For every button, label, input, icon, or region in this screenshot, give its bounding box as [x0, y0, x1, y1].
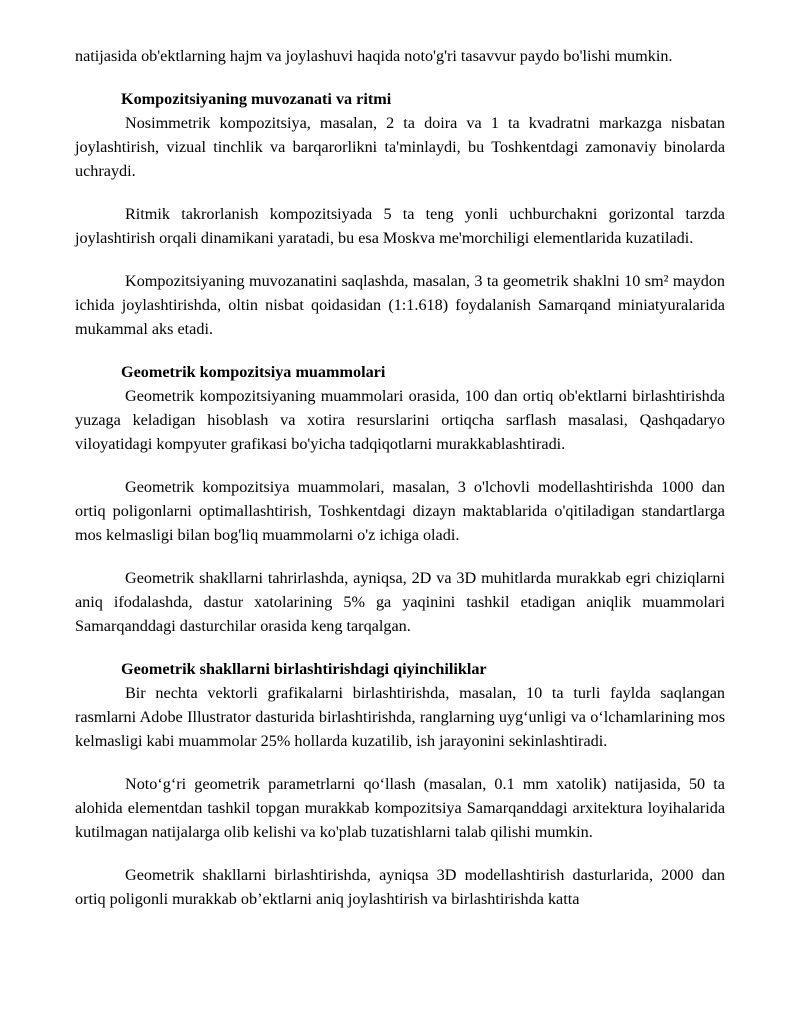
intro-paragraph: natijasida ob'ektlarning hajm va joylashuvi haqida noto'g'ri tasavvur paydo bo'lishi mumkin.	[75, 47, 673, 65]
paragraph-asymmetric-composition: Nosimmetrik kompozitsiya, masalan, 2 ta doira va 1 ta kvadratni markazga nisbatan joylashtirish, vizual tinchlik va barqarorlikni ta'minlaydi, bu Toshkentdagi zamonaviy binolarda uchraydi.	[75, 114, 725, 180]
paragraph-polygon-optimization: Geometrik kompozitsiya muammolari, masalan, 3 o'lchovli modellashtirishda 1000 dan ortiq poligonlarni optimallashtirish, Toshkentdagi dizayn maktablarida o'qitiladigan standartlarga mos kelmasligi bilan bog'liq muammolarni o'z ichiga oladi.	[75, 478, 725, 544]
paragraph-composition-balance: Kompozitsiyaning muvozanatini saqlashda, masalan, 3 ta geometrik shaklni 10 sm² maydon ichida joylashtirishda, oltin nisbat qoidasidan (1:1.618) foydalanish Samarqand miniatyuralarida mukammal aks etadi.	[75, 272, 725, 338]
document-page	[75, 44, 725, 911]
section-heading-geometric-problems: Geometrik kompozitsiya muammolari	[121, 363, 386, 381]
paragraph-curve-precision: Geometrik shakllarni tahrirlashda, ayniqsa, 2D va 3D muhitlarda murakkab egri chiziqlarni aniq ifodalashda, dastur xatolarining 5% ga yaqinini tashkil etadigan aniqlik muammolari Samarqanddagi dasturchilar orasida keng tarqalgan.	[75, 569, 725, 635]
section-heading-merging-difficulties: Geometrik shakllarni birlashtirishdagi qiyinchiliklar	[121, 660, 487, 678]
paragraph-parameter-errors: Noto‘g‘ri geometrik parametrlarni qo‘llash (masalan, 0.1 mm xatolik) natijasida, 50 ta alohida elementdan tashkil topgan murakkab kompozitsiya Samarqanddagi arxitektura loyihalarida kutilmagan natijalarga olib kelishi va ko'plab tuzatishlarni talab qilishi mumkin.	[75, 775, 725, 841]
section-heading-balance-rhythm: Kompozitsiyaning muvozanati va ritmi	[121, 90, 392, 108]
paragraph-vector-merging: Bir nechta vektorli grafikalarni birlashtirishda, masalan, 10 ta turli faylda saqlangan rasmlarni Adobe Illustrator dasturida birlashtirishda, ranglarning uyg‘unligi va o‘lchamlarining mos kelmasligi kabi muammolar 25% hollarda kuzatilib, ish jarayonini sekinlashtiradi.	[75, 684, 725, 750]
paragraph-rhythmic-repetition: Ritmik takrorlanish kompozitsiyada 5 ta teng yonli uchburchakni gorizontal tarzda joylashtirish orqali dinamikani yaratadi, bu esa Moskva me'morchiligi elementlarida kuzatiladi.	[75, 205, 725, 247]
paragraph-computation-resources: Geometrik kompozitsiyaning muammolari orasida, 100 dan ortiq ob'ektlarni birlashtirishda yuzaga keladigan hisoblash va xotira resurslarini ortiqcha sarflash masalasi, Qashqadaryo viloyatidagi kompyuter grafikasi bo'yicha tadqiqotlarni murakkablashtiradi.	[75, 387, 725, 453]
paragraph-3d-merging: Geometrik shakllarni birlashtirishda, ayniqsa 3D modellashtirish dasturlarida, 2000 dan ortiq poligonli murakkab ob’ektlarni aniq joylashtirish va birlashtirishda katta	[75, 866, 725, 908]
